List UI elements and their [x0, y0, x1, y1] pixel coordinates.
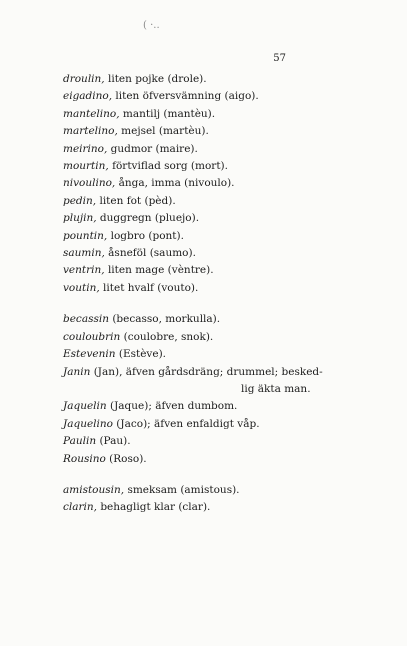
list-item: martelino, mejsel (martèu). [63, 125, 209, 138]
list-item: nivoulino, ånga, imma (nivoulo). [63, 177, 235, 190]
list-item: clarin, behagligt klar (clar). [63, 501, 211, 514]
list-item: Janin (Jan), äfven gårdsdräng; drummel; besked- [63, 365, 323, 378]
list-item: Jaquelin (Jaque); äfven dumbom. [63, 400, 238, 413]
list-item: mantelino, mantilj (mantèu). [63, 107, 216, 120]
list-item: ventrin, liten mage (vèntre). [63, 264, 214, 277]
list-item: Estevenin (Estève). [63, 348, 167, 361]
list-item-continuation: lig äkta man. [241, 382, 311, 395]
page-mark: ( ·.. [143, 20, 160, 31]
list-item: voutin, litet hvalf (vouto). [63, 281, 199, 294]
list-item: couloubrin (coulobre, snok). [63, 330, 214, 343]
list-item: eigadino, liten öfversvämning (aigo). [63, 90, 259, 103]
list-item: saumin, åsneföl (saumo). [63, 247, 196, 260]
entry-list [63, 71, 363, 517]
group-divider [63, 468, 363, 482]
list-item: Jaquelino (Jaco); äfven enfaldigt våp. [63, 417, 260, 430]
list-item: meirino, gudmor (maire). [63, 142, 198, 155]
list-item: amistousin, smeksam (amistous). [63, 483, 240, 496]
group-divider [63, 297, 363, 311]
list-item: Paulin (Pau). [63, 435, 131, 448]
list-item: becassin (becasso, morkulla). [63, 313, 221, 326]
list-item: Rousino (Roso). [63, 452, 147, 465]
page-number: 57 [273, 53, 286, 64]
list-item: pedin, liten fot (pèd). [63, 194, 176, 207]
list-item: droulin, liten pojke (drole). [63, 73, 207, 85]
list-item: pountin, logbro (pont). [63, 229, 184, 242]
list-item: mourtin, förtviflad sorg (mort). [63, 160, 228, 173]
list-item: plujin, duggregn (pluejo). [63, 212, 200, 225]
